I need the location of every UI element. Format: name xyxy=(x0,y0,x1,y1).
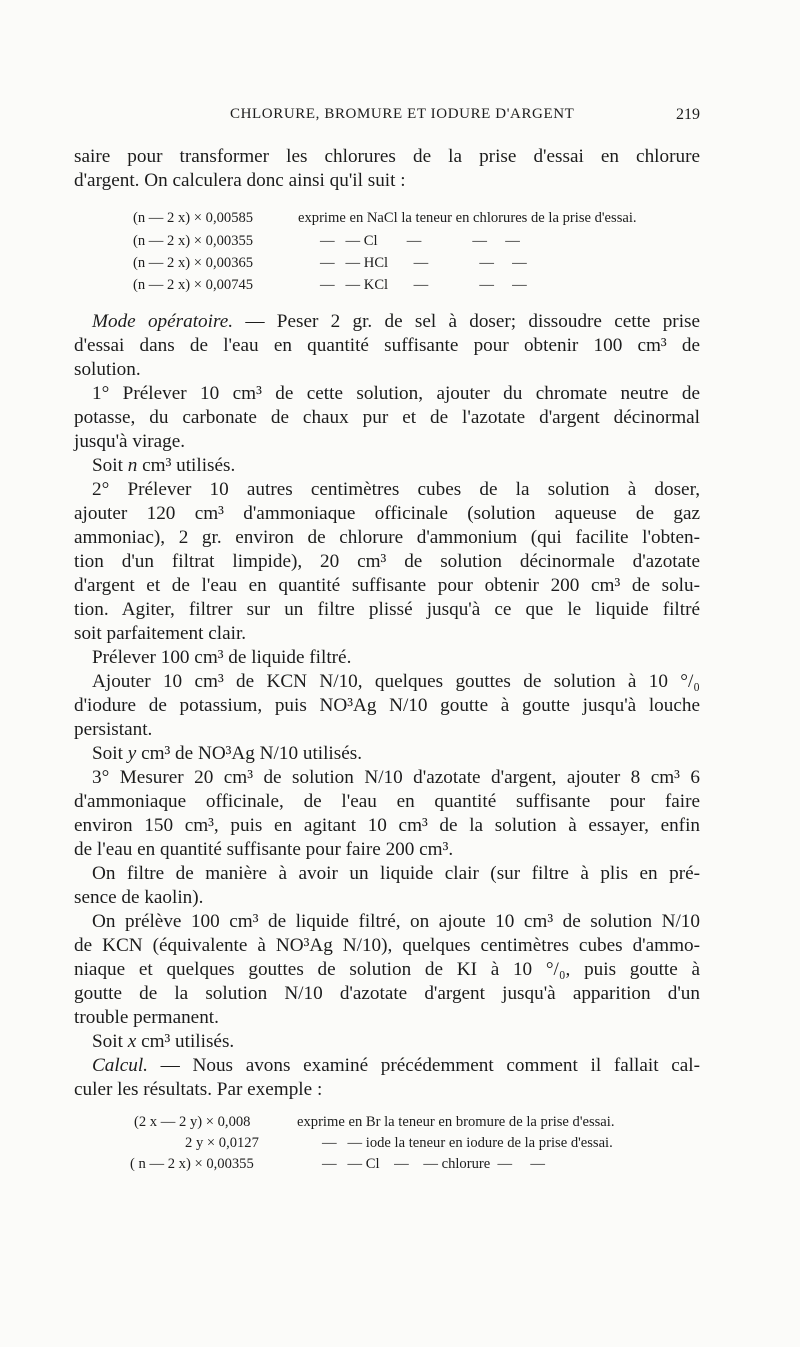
paragraph-line: d'essai dans de l'eau en quantité suffisante pour obtenir 100 cm³ de xyxy=(74,335,700,356)
formula-text: exprime en Br la teneur en bromure de la prise d'essai. xyxy=(297,1114,615,1130)
formula-expr: (2 x — 2 y) × 0,008 xyxy=(134,1114,251,1130)
formula-text: — — iode la teneur en iodure de la prise d'essai. xyxy=(322,1135,613,1151)
paragraph-line: niaque et quelques gouttes de solution de KI à 10 °/₀, puis goutte à xyxy=(74,959,700,980)
paragraph-line: goutte de la solution N/10 d'azotate d'argent jusqu'à apparition d'un xyxy=(74,983,700,1004)
formula-expr: (n — 2 x) × 0,00585 xyxy=(133,210,254,226)
paragraph-line: culer les résultats. Par exemple : xyxy=(74,1079,323,1100)
paragraph-line: trouble permanent. xyxy=(74,1007,219,1028)
paragraph-line: Ajouter 10 cm³ de KCN N/10, quelques gouttes de solution à 10 °/₀ xyxy=(92,671,700,692)
paragraph-line: ammoniac), 2 gr. environ de chlorure d'ammonium (qui facilite l'obten- xyxy=(74,527,700,548)
paragraph-line: 3° Mesurer 20 cm³ de solution N/10 d'azotate d'argent, ajouter 8 cm³ 6 xyxy=(92,767,700,788)
paragraph-line: de l'eau en quantité suffisante pour faire 200 cm³. xyxy=(74,839,454,860)
paragraph-line: d'iodure de potassium, puis NO³Ag N/10 goutte à goutte jusqu'à louche xyxy=(74,695,700,716)
paragraph-line: solution. xyxy=(74,359,141,380)
paragraph-line: persistant. xyxy=(74,719,153,740)
page-number: 219 xyxy=(676,106,700,123)
paragraph-line: Soit y cm³ de NO³Ag N/10 utilisés. xyxy=(92,743,363,764)
mode-label: Mode opératoire. xyxy=(92,311,234,332)
paragraph-line: potasse, du carbonate de chaux pur et de l'azotate d'argent décinormal xyxy=(74,407,700,428)
paragraph-line: On filtre de manière à avoir un liquide clair (sur filtre à plis en pré- xyxy=(92,863,700,884)
paragraph-line: Prélever 100 cm³ de liquide filtré. xyxy=(92,647,352,668)
paragraph-line: d'argent et de l'eau en quantité suffisante pour obtenir 200 cm³ de solu- xyxy=(74,575,700,596)
formula-text: — — Cl — — — xyxy=(320,233,520,249)
paragraph-line: Soit n cm³ utilisés. xyxy=(92,455,236,476)
calcul-label: Calcul. xyxy=(92,1055,148,1076)
paragraph-line: environ 150 cm³, puis en agitant 10 cm³ de la solution à essayer, enfin xyxy=(74,815,700,836)
formula-expr: (n — 2 x) × 0,00745 xyxy=(133,277,254,293)
paragraph-line: tion d'un filtrat limpide), 20 cm³ de solution décinormale d'azotate xyxy=(74,551,700,572)
paragraph-line: de KCN (équivalente à NO³Ag N/10), quelques centimètres cubes d'ammo- xyxy=(74,935,700,956)
paragraph-line: d'argent. On calculera donc ainsi qu'il suit : xyxy=(74,170,406,191)
paragraph-line: Calcul. — Nous avons examiné précédemment comment il fallait cal- xyxy=(92,1055,700,1076)
formula-expr: ( n — 2 x) × 0,00355 xyxy=(130,1156,254,1172)
paragraph-line: 2° Prélever 10 autres centimètres cubes de la solution à doser, xyxy=(92,479,700,500)
formula-expr: 2 y × 0,0127 xyxy=(185,1135,259,1151)
formula-text: — — HCl — — — xyxy=(320,255,527,271)
formula-text: — — Cl — — chlorure — — xyxy=(322,1156,545,1172)
paragraph-line: soit parfaitement clair. xyxy=(74,623,247,644)
paragraph-line: Mode opératoire. — Peser 2 gr. de sel à doser; dissoudre cette prise xyxy=(92,311,701,332)
paragraph-line: jusqu'à virage. xyxy=(74,431,186,452)
running-header: CHLORURE, BROMURE ET IODURE D'ARGENT xyxy=(230,106,575,122)
formula-expr: (n — 2 x) × 0,00365 xyxy=(133,255,254,271)
paragraph-line: tion. Agiter, filtrer sur un filtre plissé jusqu'à ce que le liquide filtré xyxy=(74,599,700,620)
formula-expr: (n — 2 x) × 0,00355 xyxy=(133,233,254,249)
paragraph-line: saire pour transformer les chlorures de la prise d'essai en chlorure xyxy=(74,146,700,167)
paragraph-line: On prélève 100 cm³ de liquide filtré, on ajoute 10 cm³ de solution N/10 xyxy=(92,911,700,932)
paragraph-line: sence de kaolin). xyxy=(74,887,204,908)
paragraph-line: 1° Prélever 10 cm³ de cette solution, ajouter du chromate neutre de xyxy=(92,383,700,404)
paragraph-line: d'ammoniaque officinale, de l'eau en quantité suffisante pour faire xyxy=(74,791,700,812)
paragraph-line: ajouter 120 cm³ d'ammoniaque officinale (solution aqueuse de gaz xyxy=(74,503,700,524)
formula-text: — — KCl — — — xyxy=(320,277,527,293)
formula-text: exprime en NaCl la teneur en chlorures de la prise d'essai. xyxy=(298,210,637,226)
paragraph-line: Soit x cm³ utilisés. xyxy=(92,1031,235,1052)
